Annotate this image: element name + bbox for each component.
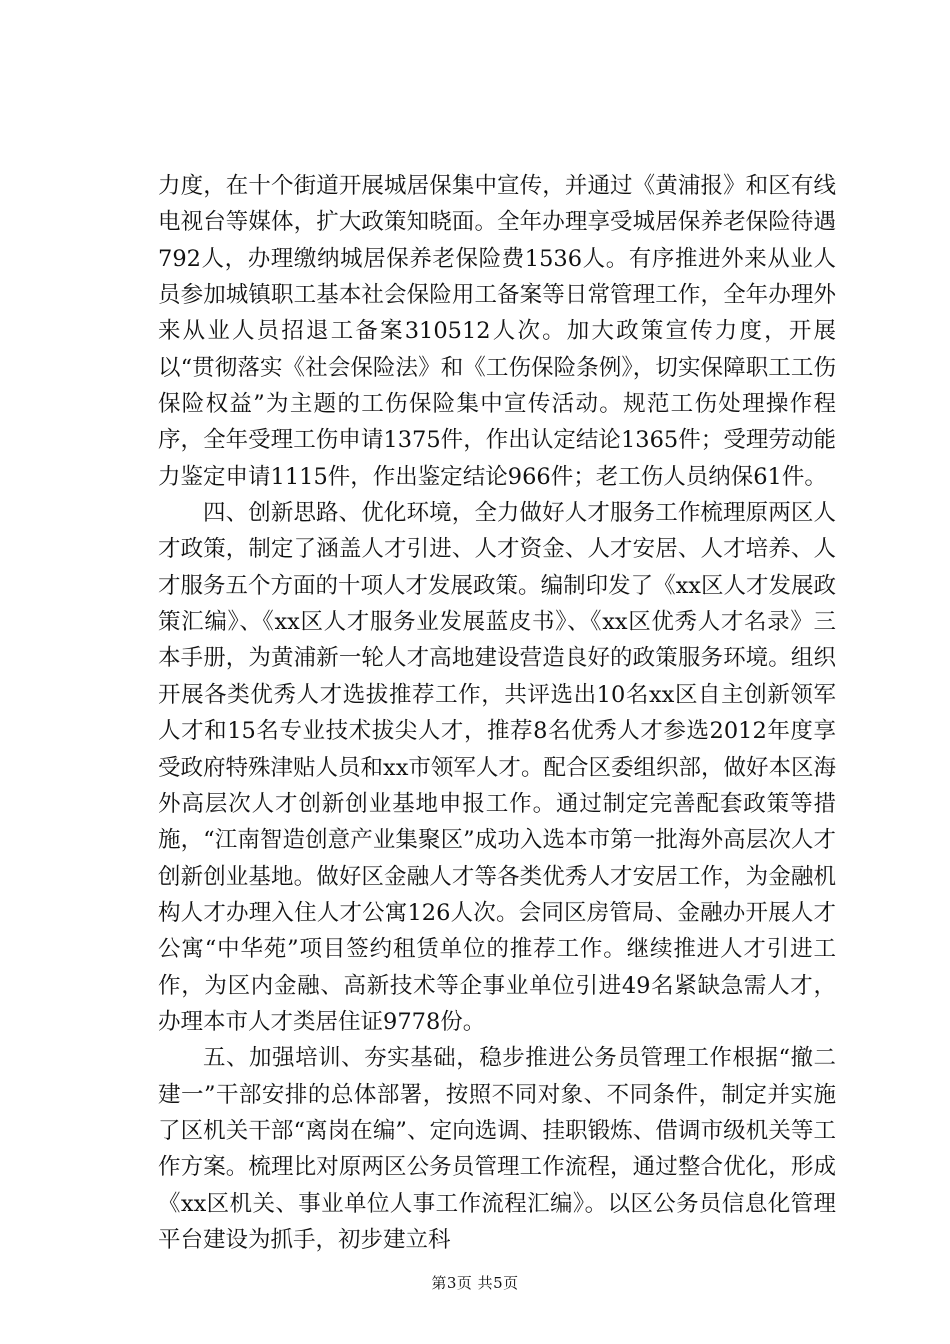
paragraph-2: 四、创新思路、优化环境，全力做好人才服务工作梳理原两区人才政策，制定了涵盖人才引进、人才资金、人才安居、人才培养、人才服务五个方面的十项人才发展政策。编制印发了《xx区人才发展政策汇编》、《xx区人才服务业发展蓝皮书》、《xx区优秀人才名录》三本手册，为黄浦新一轮人才高地建设营造良好的政策服务环境。组织开展各类优秀人才选拔推荐工作，共评选出10名xx区自主创新领军人才和15名专业技术拔尖人才，推荐8名优秀人才参选2012年度享受政府特殊津贴人员和xx市领军人才。配合区委组织部，做好本区海外高层次人才创新创业基地申报工作。通过制定完善配套政策等措施，“江南智造创意产业集聚区”成功入选本市第一批海外高层次人才创新创业基地。做好区金融人才等各类优秀人才安居工作，为金融机构人才办理入住人才公寓126人次。会同区房管局、金融办开展人才公寓“中华苑”项目签约租赁单位的推荐工作。继续推进人才引进工作，为区内金融、高新技术等企事业单位引进49名紧缺急需人才，办理本市人才类居住证9778份。 [158,500,836,1035]
paragraph-1: 力度，在十个街道开展城居保集中宣传，并通过《黄浦报》和区有线电视台等媒体，扩大政策知晓面。全年办理享受城居保养老保险待遇792人，办理缴纳城居保养老保险费1536人。有序推进外来从业人员参加城镇职工基本社会保险用工备案等日常管理工作，全年办理外来从业人员招退工备案310512人次。加大政策宣传力度，开展以“贯彻落实《社会保险法》和《工伤保险条例》，切实保障职工工伤保险权益”为主题的工伤保险集中宣传活动。规范工伤处理操作程序，全年受理工伤申请1375件，作出认定结论1365件；受理劳动能力鉴定申请1115件，作出鉴定结论966件；老工伤人员纳保61件。 [158,173,836,490]
paragraph-3: 五、加强培训、夯实基础，稳步推进公务员管理工作根据“撤二建一”干部安排的总体部署，按照不同对象、不同条件，制定并实施了区机关干部“离岗在编”、定向选调、挂职锻炼、借调市级机关等工作方案。梳理比对原两区公务员管理工作流程，通过整合优化，形成《xx区机关、事业单位人事工作流程汇编》。以区公务员信息化管理平台建设为抓手，初步建立科 [158,1045,836,1253]
page-footer: 第3页 共5页 [431,1274,519,1292]
document-body [158,168,836,1258]
